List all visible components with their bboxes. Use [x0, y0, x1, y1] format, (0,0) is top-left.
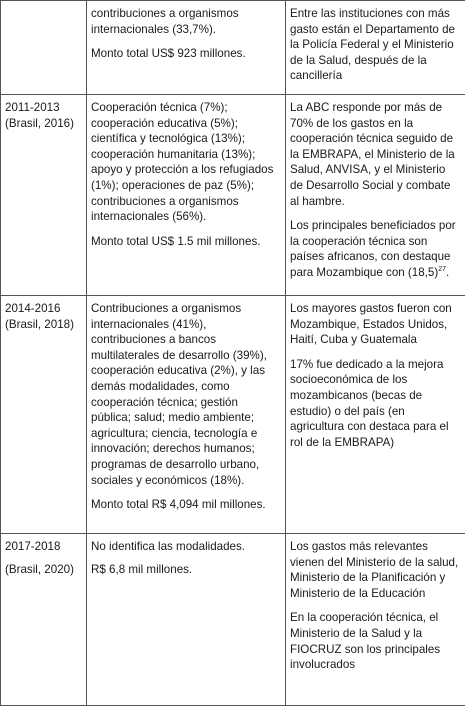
modalities-text: Cooperación técnica (7%); cooperación educativa (5%); científica y tecnológica (13%); cooperación humanitaria (13%); apoyo y protección a los refugiados (1%); operaciones de paz (5%); contribuciones a organismos internacionales (56%). — [91, 100, 279, 225]
total-amount: R$ 6,8 mil millones. — [91, 562, 279, 578]
modalities-cell — [87, 95, 286, 296]
table-row — [1, 95, 465, 296]
period-cell — [1, 296, 87, 534]
source-label: (Brasil, 2018) — [5, 317, 80, 333]
observation-text: La ABC responde por más de 70% de los gastos en la cooperación técnica seguido de la EMBRAPA, el Ministerio de la Salud, ANVISA, y el Ministerio de Desarrollo Social y combate al hambre. — [290, 100, 459, 209]
observation-body: Los principales beneficiados por la cooperación técnica son países africanos, con destaque para Mozambique con (18,5) — [290, 219, 456, 279]
modalities-text: No identifica las modalidades. — [91, 539, 279, 555]
modalities-text: Contribuciones a organismos internacionales (41%), contribuciones a bancos multilaterales de desarrollo (39%), cooperación educativa (2%), y las demás modalidades, como cooperación técnica; gestión pública; salud; medio ambiente; agricultura; ciencia, tecnología e innovación; derechos humanos; programas de desarrollo urbano, sociales y económicos (18%). — [91, 301, 279, 488]
observation-text: En la cooperación técnica, el Ministerio de la Salud y la FIOCRUZ son los principales involucrados — [290, 610, 459, 672]
modalities-cell — [87, 1, 286, 95]
observation-text: Entre las instituciones con más gasto están el Departamento de la Policía Federal y el Ministerio de la Salud, después de la cancillería — [290, 6, 459, 84]
total-amount: Monto total US$ 923 millones. — [91, 46, 279, 62]
observation-text: Los principales beneficiados por la cooperación técnica son países africanos, con destaque para Mozambique con $(18,5)^{27}$. — [290, 218, 459, 280]
table-row — [1, 1, 465, 95]
period-label: 2011-2013 — [5, 100, 80, 116]
observations-cell — [286, 1, 465, 95]
observations-cell — [286, 296, 465, 534]
observation-text: Los gastos más relevantes vienen del Ministerio de la salud, Ministerio de la Planificación y Ministerio de la Educación — [290, 539, 459, 601]
total-amount: Monto total R$ 4,094 mil millones. — [91, 497, 279, 513]
modalities-text: contribuciones a organismos internacionales (33,7%). — [91, 6, 279, 37]
observation-text: Los mayores gastos fueron con Mozambique, Estados Unidos, Haití, Cuba y Guatemala — [290, 301, 459, 348]
total-amount: Monto total US$ 1.5 mil millones. — [91, 234, 279, 250]
period-cell — [1, 1, 87, 95]
period-cell — [1, 534, 87, 706]
period-cell — [1, 95, 87, 296]
modalities-cell — [87, 534, 286, 706]
table-row — [1, 534, 465, 706]
footnote-ref: 27 — [438, 266, 446, 273]
source-label: (Brasil, 2020) — [5, 562, 80, 578]
period-label: 2014-2016 — [5, 301, 80, 317]
modalities-cell — [87, 296, 286, 534]
observation-text: 17% fue dedicado a la mejora socioeconómica de los mozambicanos (becas de estudio) o del país (en agricultura con destaca para el rol de la EMBRAPA) — [290, 357, 459, 451]
source-label: (Brasil, 2016) — [5, 116, 80, 132]
table-row — [1, 296, 465, 534]
observations-cell — [286, 534, 465, 706]
period-label: 2017-2018 — [5, 539, 80, 555]
observations-cell — [286, 95, 465, 296]
